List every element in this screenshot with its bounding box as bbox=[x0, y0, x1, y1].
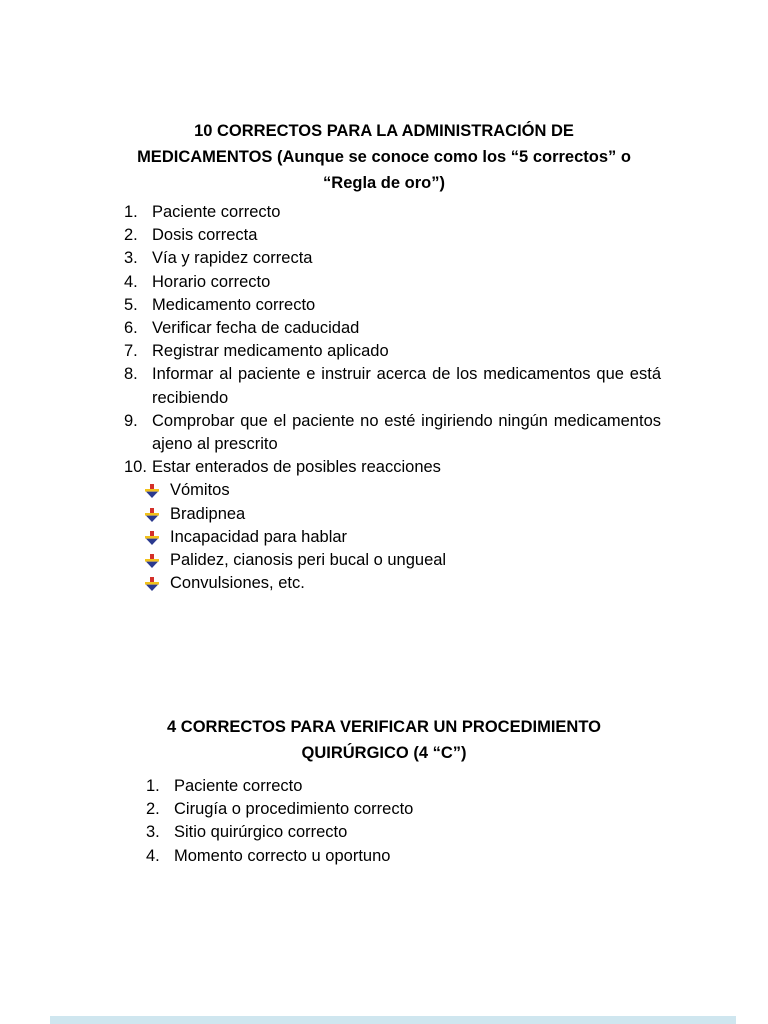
arrow-down-icon bbox=[144, 483, 160, 499]
item-number: 6. bbox=[124, 319, 138, 338]
list-item bbox=[146, 798, 661, 821]
item-text: Vía y rapidez correcta bbox=[152, 249, 313, 268]
item-text: Dosis correcta bbox=[152, 226, 258, 245]
list-item bbox=[124, 317, 661, 340]
item-text: Comprobar que el paciente no esté ingiriendo ningún medicamentos ajeno al prescrito bbox=[152, 411, 661, 454]
list-item bbox=[146, 845, 661, 868]
title-line: “Regla de oro”) bbox=[323, 174, 445, 192]
list-item bbox=[124, 294, 661, 317]
item-number: 7. bbox=[124, 342, 138, 361]
reaction-text: Palidez, cianosis peri bucal o ungueal bbox=[170, 551, 447, 570]
item-number: 3. bbox=[146, 823, 160, 842]
title-line: QUIRÚRGICO (4 “C”) bbox=[301, 744, 467, 762]
list-item bbox=[124, 456, 661, 595]
item-number: 9. bbox=[124, 411, 138, 430]
section-title-surgical bbox=[110, 714, 658, 766]
list-item bbox=[146, 821, 661, 844]
list-item bbox=[124, 271, 661, 294]
item-text: Cirugía o procedimiento correcto bbox=[174, 800, 414, 819]
list-item bbox=[124, 410, 661, 456]
arrow-down-icon bbox=[144, 530, 160, 546]
title-line: 4 CORRECTOS PARA VERIFICAR UN PROCEDIMIENTO bbox=[167, 718, 601, 736]
medication-rights-list bbox=[124, 201, 661, 595]
reaction-item bbox=[144, 549, 661, 572]
arrow-down-icon bbox=[144, 507, 160, 523]
item-text: Verificar fecha de caducidad bbox=[152, 319, 360, 338]
arrow-down-icon bbox=[144, 576, 160, 592]
item-text: Registrar medicamento aplicado bbox=[152, 342, 389, 361]
item-number: 2. bbox=[124, 226, 138, 245]
item-text: Horario correcto bbox=[152, 272, 271, 291]
reaction-item bbox=[144, 503, 661, 526]
item-text: Paciente correcto bbox=[174, 777, 303, 795]
item-text: Informar al paciente e instruir acerca de los medicamentos que está recibiendo bbox=[152, 365, 661, 407]
reaction-text: Convulsiones, etc. bbox=[170, 574, 305, 593]
item-number: 4. bbox=[124, 272, 138, 291]
page-bottom-bar bbox=[50, 1016, 736, 1024]
item-number: 2. bbox=[146, 800, 160, 819]
item-text: Sitio quirúrgico correcto bbox=[174, 823, 348, 842]
reaction-item bbox=[144, 526, 661, 549]
list-item bbox=[124, 201, 661, 224]
list-item bbox=[124, 247, 661, 270]
title-line: MEDICAMENTOS (Aunque se conoce como los “5 correctos” o bbox=[137, 148, 631, 166]
reaction-text: Bradipnea bbox=[170, 504, 246, 523]
title-line: 10 CORRECTOS PARA LA ADMINISTRACIÓN DE bbox=[194, 122, 574, 140]
item-text: Medicamento correcto bbox=[152, 295, 316, 314]
list-item bbox=[146, 775, 661, 798]
reaction-item bbox=[144, 572, 661, 595]
section-title-medication bbox=[110, 118, 658, 196]
list-item bbox=[124, 363, 661, 409]
arrow-down-icon bbox=[144, 553, 160, 569]
item-number: 1. bbox=[124, 203, 138, 221]
list-item bbox=[124, 340, 661, 363]
reaction-item bbox=[144, 479, 661, 502]
item-text: Paciente correcto bbox=[152, 203, 281, 221]
surgical-checks-list bbox=[146, 775, 661, 868]
list-item bbox=[124, 224, 661, 247]
item-number: 3. bbox=[124, 249, 138, 268]
item-text: Momento correcto u oportuno bbox=[174, 846, 391, 865]
item-number: 4. bbox=[146, 846, 160, 865]
item-text: Estar enterados de posibles reacciones bbox=[152, 458, 441, 477]
item-number: 8. bbox=[124, 365, 138, 384]
reaction-text: Incapacidad para hablar bbox=[170, 527, 348, 546]
item-number: 1. bbox=[146, 777, 160, 795]
item-number: 10. bbox=[124, 458, 147, 477]
reactions-list bbox=[124, 479, 661, 595]
reaction-text: Vómitos bbox=[170, 481, 230, 500]
item-number: 5. bbox=[124, 295, 138, 314]
